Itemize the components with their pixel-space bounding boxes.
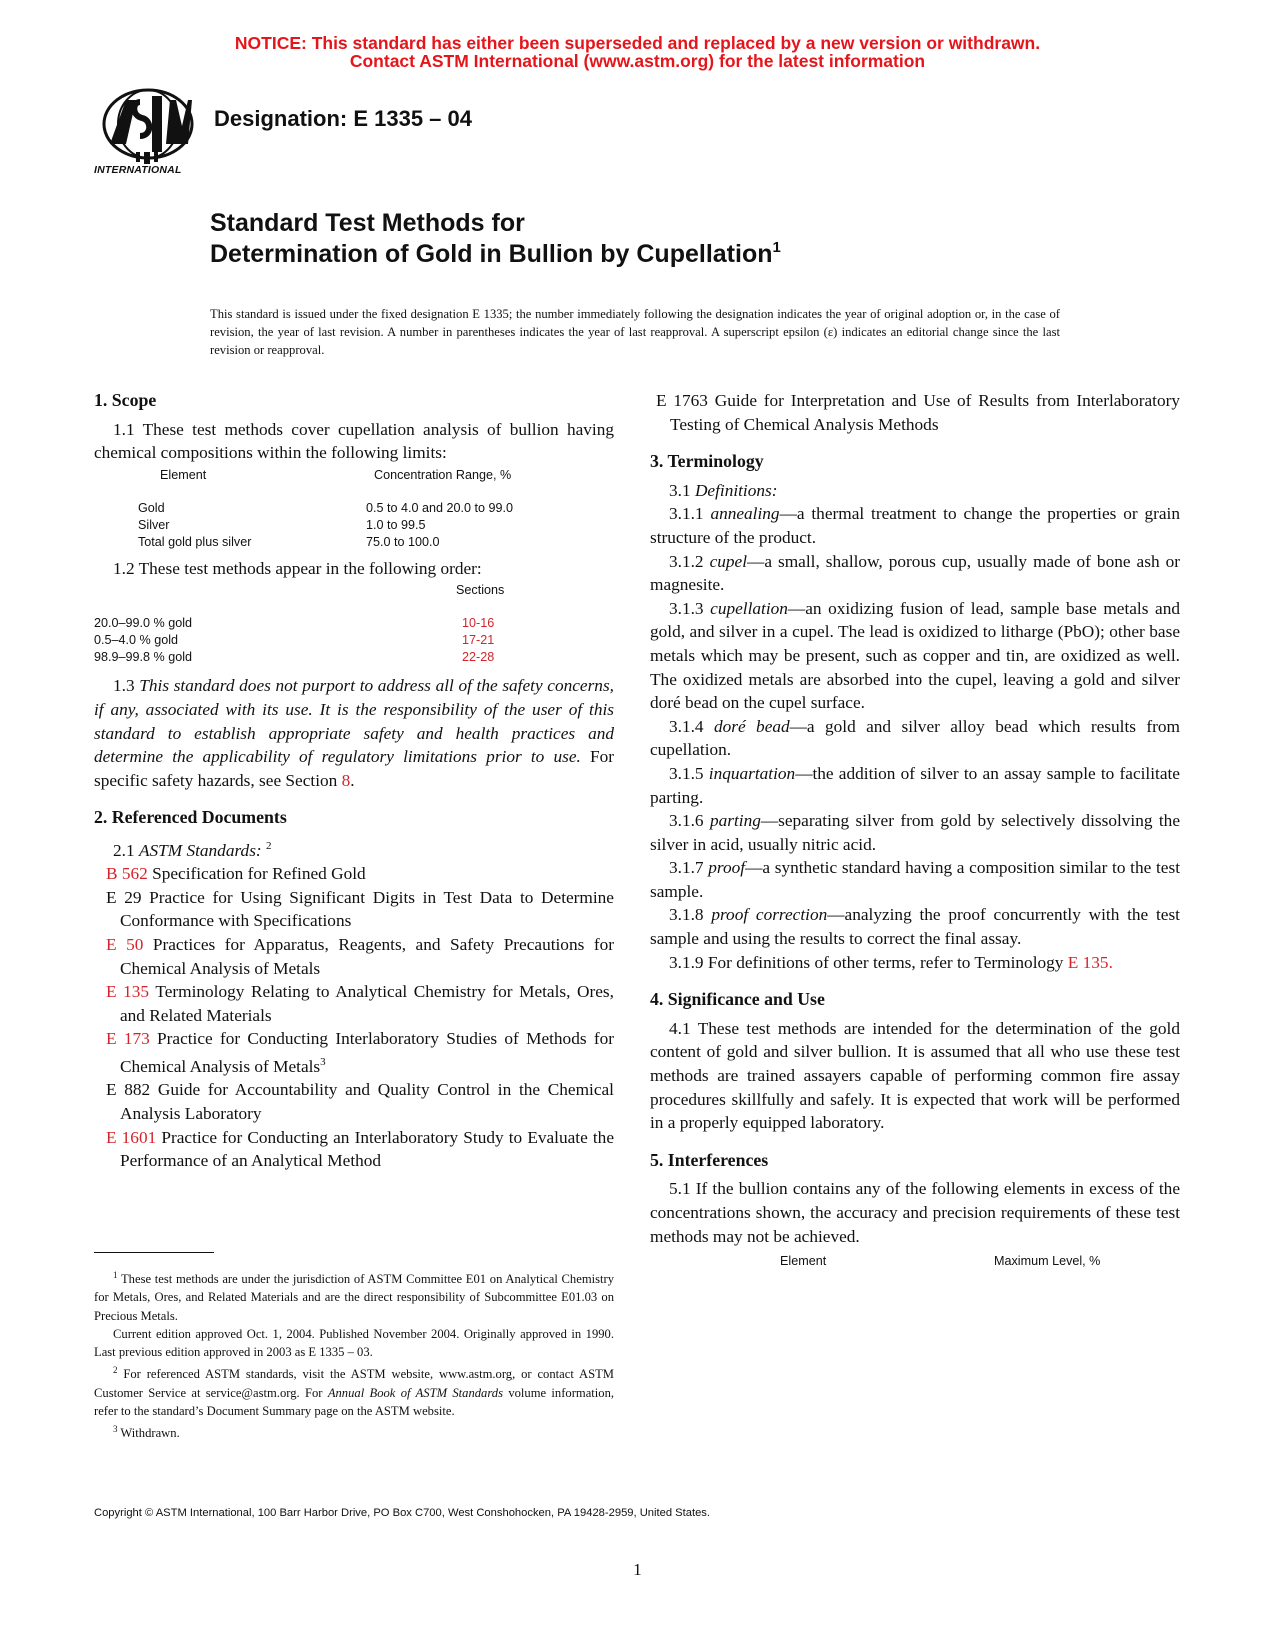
ref-code-link[interactable]: B 562 [106,864,148,884]
page-number: 1 [633,1560,642,1579]
copyright: Copyright © ASTM International, 100 Barr Harbor Drive, PO Box C700, West Conshohocken, PA 19428-2959, United States. [94,1507,710,1519]
right-column [650,389,1180,1272]
para-3-1-num: 3.1 [669,480,691,500]
composition-header-range: Concentration Range, % [374,467,512,482]
section-8-link[interactable]: 8 [341,770,351,790]
para-3-1-9 [650,951,1180,975]
title-line-2 [210,239,781,270]
footnote-2-text-b: volume information, refer to the standard’s Document Summary page on the ASTM website. [94,1385,615,1418]
def-text: —analyzing the proof concurrently with the test sample and using the results to correct the final assay. [650,905,1180,949]
title-line-1: Standard Test Methods for [210,209,525,237]
para-2-1 [94,835,614,862]
section-5-heading: 5. Interferences [650,1149,769,1170]
para-3-1-9-end: . [1108,952,1113,972]
def-term: parting [709,811,761,831]
sections-table [94,580,614,674]
def-term: inquartation [708,763,796,783]
def-term: doré bead [713,716,790,736]
def-text: —a synthetic standard having a composition similar to the test sample. [650,858,1180,901]
ref-e50 [94,933,614,980]
composition-table [94,465,614,557]
sections-link[interactable]: 22-28 [462,650,495,665]
ref-title: Guide for Interpretation and Use of Results from Interlaboratory Testing of Chemical Analysis Methods [670,391,1180,434]
footnote-ref-3[interactable]: 3 [320,1056,326,1069]
para-1-3-num: 1.3 [113,676,135,696]
ref-e173 [94,1027,614,1078]
ref-code: E 1763 [656,391,708,410]
logo-text: INTERNATIONAL [94,164,182,176]
def-num: 3.1.4 [669,716,704,736]
footnote-ref-2[interactable]: 2 [266,839,272,852]
interferences-header-element: Element [780,1254,827,1269]
para-2-1-num: 2.1 [113,840,135,860]
para-1-3-rest: For specific safety hazards, see Section [94,747,614,790]
footnote-2 [94,1361,614,1420]
definition-proof-correction [650,903,1180,950]
ref-title: Practice for Using Significant Digits in Test Data to Determine Conformance with Specifications [120,887,614,931]
footnote-3-marker: 3 [113,1424,118,1434]
para-3-1-italic: Definitions: [694,480,778,500]
title-footnote-ref[interactable]: 1 [772,239,781,256]
ref-title: Practices for Apparatus, Reagents, and Safety Precautions for Chemical Analysis of Metals [120,935,614,978]
definition-parting [650,809,1180,856]
sections-link[interactable]: 17-21 [462,633,495,648]
ref-title: Specification for Refined Gold [152,864,366,884]
astm-logo [96,86,200,182]
left-column [94,389,614,1173]
def-num: 3.1.8 [669,905,704,925]
section-2-heading: 2. Referenced Documents [94,807,287,828]
section-1-heading: 1. Scope [94,390,157,410]
composition-cell: 1.0 to 99.5 [366,517,426,532]
ref-e29 [94,886,614,933]
interferences-header-max: Maximum Level, % [994,1254,1101,1269]
para-1-3-end: . [350,770,355,790]
definition-cupellation [650,597,1180,715]
def-text: —a thermal treatment to change the properties or grain structure of the product. [650,504,1180,547]
composition-cell: Total gold plus silver [138,534,252,549]
def-term: annealing [710,504,780,524]
def-term: cupel [709,551,748,571]
ref-code: E 882 [106,1080,151,1100]
sections-cell: 20.0–99.0 % gold [94,616,193,631]
def-text: —separating silver from gold by selectively dissolving the silver in acid, usually nitric acid. [650,811,1180,854]
composition-header-element: Element [160,467,207,482]
def-term: proof correction [711,905,828,925]
def-text: —a gold and silver alloy bead which results from cupellation. [650,716,1180,760]
ref-e882 [94,1078,614,1125]
composition-cell: 0.5 to 4.0 and 20.0 to 99.0 [366,500,514,515]
footnote-2-marker: 2 [113,1365,118,1376]
def-term: proof [708,858,746,878]
notice-line-1: NOTICE: This standard has either been superseded and replaced by a new version or withdrawn. [234,33,1041,53]
para-3-1-9-text: 3.1.9 For definitions of other terms, refer to Terminology [669,952,1064,972]
definition-dore-bead [650,715,1180,762]
sections-cell: 0.5–4.0 % gold [94,633,179,648]
sections-cell: 98.9–99.8 % gold [94,650,193,665]
ref-code-link[interactable]: E 50 [106,935,144,955]
ref-title: Terminology Relating to Analytical Chemistry for Metals, Ores, and Related Materials [120,982,614,1025]
notice-banner [0,34,1275,70]
footnote-3-text: Withdrawn. [120,1426,180,1441]
ref-e1763 [644,389,1180,436]
para-1-1: 1.1 These test methods cover cupellation analysis of bullion having chemical compositions within the following limits: [94,419,614,463]
interferences-table [650,1252,1180,1272]
composition-cell: Silver [138,517,170,532]
footnotes [94,1266,614,1442]
notice-line-2: Contact ASTM International (www.astm.org) for the latest information [349,51,926,71]
definition-proof [650,856,1180,903]
def-text: —an oxidizing fusion of lead, sample base metals and gold, and silver in a cupel. The lead is oxidized to litharge (PbO); other base metals which may be present, such as copper and tin, are oxidized as well. The oxidized metals are absorbed into the cupel, leaving a gold and silver doré bead on the cupel surface. [650,598,1180,713]
para-1-3 [94,674,614,792]
issued-note: This standard is issued under the fixed designation E 1335; the number immediately following the designation indicates the year of original adoption or, in the case of revision, the year of last revision. A number in parentheses indicates the year of last reapproval. A superscript epsilon (ε) indicates an editorial change since the last revision or reapproval. [210,307,1060,358]
def-num: 3.1.6 [669,811,704,831]
footnote-divider [94,1252,214,1253]
def-text: —the addition of silver to an assay sample to facilitate parting. [650,763,1180,807]
para-2-1-italic: ASTM Standards: [138,840,262,860]
definition-inquartation [650,762,1180,809]
ref-code-link[interactable]: E 173 [106,1029,150,1049]
section-3-heading: 3. Terminology [650,451,764,472]
ref-code-link[interactable]: E 1601 [106,1127,157,1147]
ref-e1601 [94,1126,614,1173]
sections-link[interactable]: 10-16 [462,616,495,631]
title-line-2-text: Determination of Gold in Bullion by Cupellation [210,240,773,268]
def-num: 3.1.5 [669,763,704,783]
footnote-2-italic: Annual Book of ASTM Standards [327,1385,503,1400]
composition-cell: Gold [138,500,165,515]
def-num: 3.1.7 [669,858,704,878]
def-num: 3.1.1 [669,504,704,524]
def-num: 3.1.2 [669,551,704,571]
para-5-1: 5.1 If the bullion contains any of the following elements in excess of the concentrations shown, the accuracy and precision requirements of these test methods may not be achieved. [650,1179,1180,1246]
ref-b562 [94,862,614,886]
section-4-heading: 4. Significance and Use [650,989,825,1010]
footnote-1 [94,1266,614,1325]
e135-link[interactable]: E 135 [1067,952,1109,972]
footnote-1-text: These test methods are under the jurisdiction of ASTM Committee E01 on Analytical Chemistry for Metals, Ores, and Related Materials and are the direct responsibility of Subcommittee E01.03 on Precious Metals. [94,1272,615,1323]
para-4-1: 4.1 These test methods are intended for the determination of the gold content of gold and silver bullion. It is assumed that all who use these test methods are trained assayers capable of performing common fire assay procedures skillfully and safely. It is expected that work will be performed in a properly equipped laboratory. [650,1018,1180,1133]
sections-header: Sections [456,583,505,598]
footnote-2-text-a: For referenced ASTM standards, visit the ASTM website, www.astm.org, or contact ASTM Customer Service at service@astm.org. For [94,1367,614,1400]
para-1-3-italic: This standard does not purport to address all of the safety concerns, if any, associated with its use. It is the responsibility of the user of this standard to establish appropriate safety and health practices and determine the applicability of regulatory limitations prior to use. [94,676,614,767]
ref-code: E 29 [106,887,142,907]
para-3-1 [650,479,1180,503]
def-term: cupellation [710,598,788,618]
ref-e135 [94,980,614,1027]
para-1-2: 1.2 These test methods appear in the following order: [113,558,482,578]
ref-title: Practice for Conducting Interlaboratory Studies of Methods for Chemical Analysis of Metals [120,1029,614,1076]
def-num: 3.1.3 [669,598,704,618]
definition-annealing [650,502,1180,549]
footnote-1-marker: 1 [113,1270,118,1280]
ref-code-link[interactable]: E 135 [106,982,150,1002]
designation: Designation: E 1335 – 04 [214,106,472,131]
footnote-3 [94,1420,614,1442]
footnote-1b: Current edition approved Oct. 1, 2004. Published November 2004. Originally approved in 1990. Last previous edition approved in 2003 as E 1335 – 03. [94,1326,614,1359]
def-text: —a small, shallow, porous cup, usually made of bone ash or magnesite. [650,551,1180,595]
definition-cupel [650,550,1180,597]
document-title [210,208,781,270]
ref-title: Practice for Conducting an Interlaboratory Study to Evaluate the Performance of an Analytical Method [120,1127,614,1171]
composition-cell: 75.0 to 100.0 [366,534,440,549]
ref-title: Guide for Accountability and Quality Control in the Chemical Analysis Laboratory [120,1080,614,1123]
